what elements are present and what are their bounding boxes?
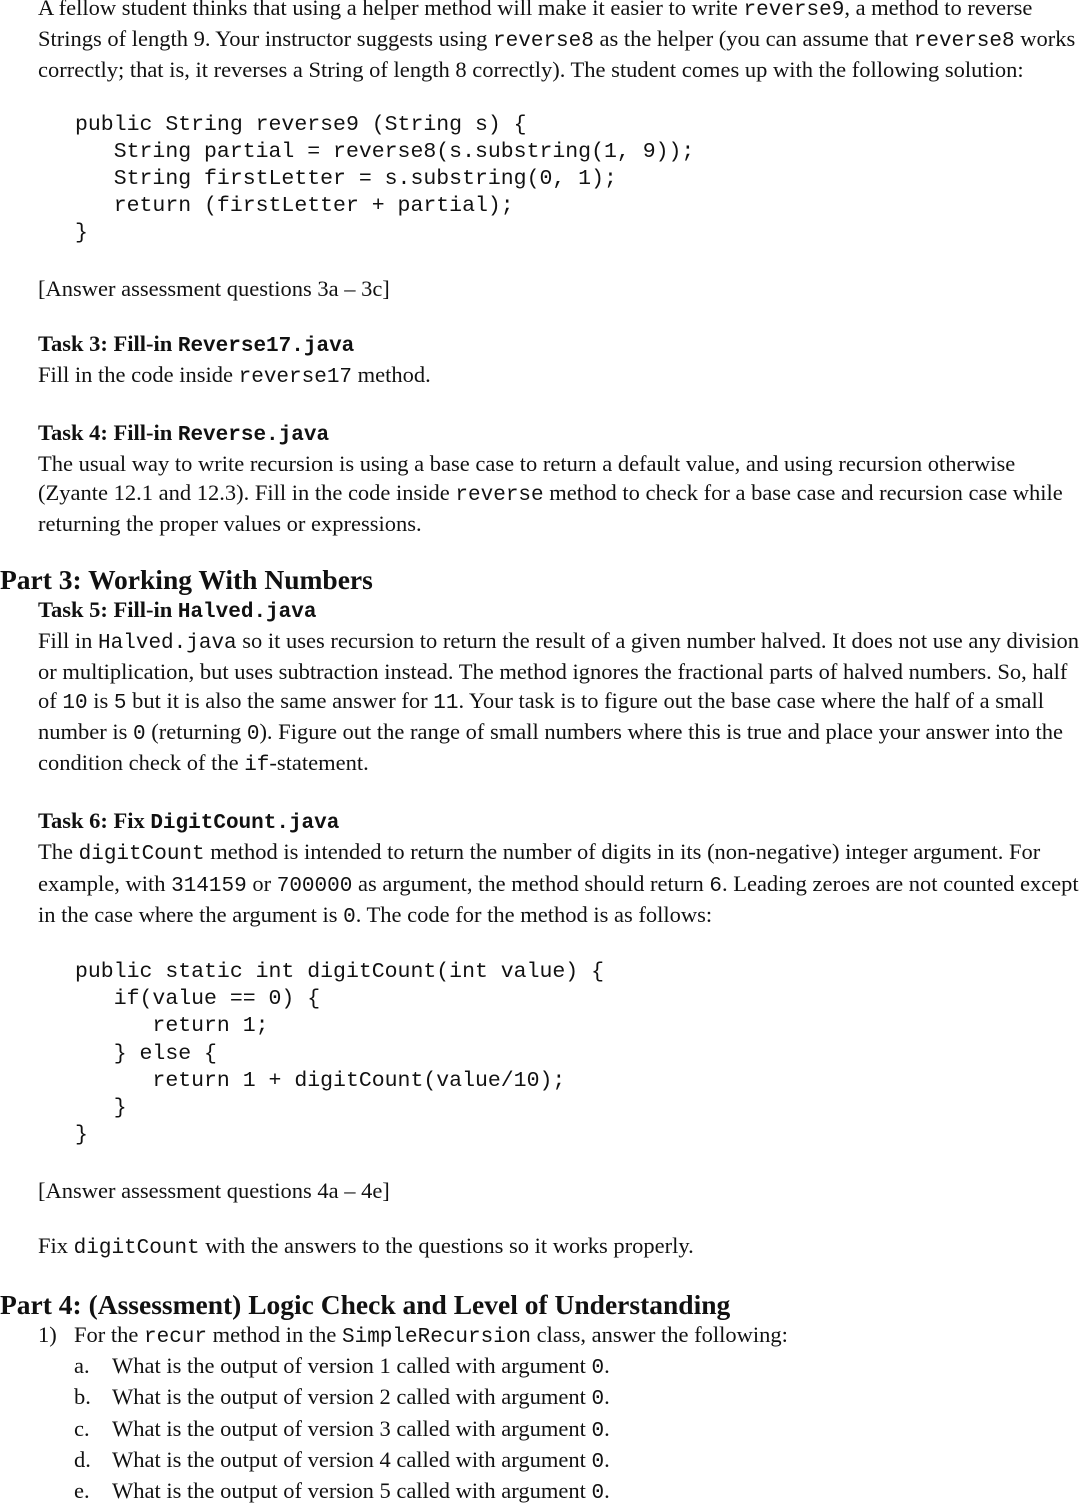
body-text: What is the output of version 5 called with argument xyxy=(112,1477,592,1503)
spacer xyxy=(0,932,1080,959)
body-text: What is the output of version 2 called with argument xyxy=(112,1384,592,1410)
sub-question-label: c. xyxy=(74,1415,90,1441)
task6-body xyxy=(0,838,1080,932)
body-text: with the answers to the questions so it works properly. xyxy=(199,1232,694,1258)
code-line: } xyxy=(75,221,88,246)
inline-code: 0 xyxy=(591,1481,605,1505)
body-text: . xyxy=(604,1384,610,1410)
sub-question-label: a. xyxy=(74,1353,90,1379)
inline-code: 700000 xyxy=(276,874,353,898)
part3-heading: Part 3: Working With Numbers xyxy=(0,564,373,596)
body-text: . Your task is to figure out the base case where the half of a small number is xyxy=(38,687,1044,744)
task-title-text: Task 3: Fill-in xyxy=(38,330,178,356)
body-text: . xyxy=(604,1353,610,1379)
inline-code: 10 xyxy=(62,691,88,715)
body-text: The usual way to write recursion is using a base case to return a default value, and using recursion otherwise (Zyante 12.1 and 12.3). Fill in the code inside xyxy=(38,451,1016,505)
sub-question xyxy=(0,1477,1080,1508)
code-line: } else { xyxy=(75,1041,217,1066)
body-text: What is the output of version 3 called with argument xyxy=(112,1415,592,1441)
task3-body xyxy=(0,361,1080,392)
body-text: method to check for a base case and recursion case while returning the proper values or expressions. xyxy=(38,479,1063,536)
task3-heading xyxy=(0,330,1080,361)
question-number: 1) xyxy=(38,1321,57,1347)
inline-code: 6 xyxy=(709,874,722,898)
body-text: method. xyxy=(352,362,431,388)
inline-code: digitCount xyxy=(73,1236,200,1260)
sub-question xyxy=(0,1383,1080,1414)
inline-code: reverse17 xyxy=(238,366,353,390)
code-line: public static int digitCount(int value) { xyxy=(75,960,604,985)
body-text: For the xyxy=(74,1321,144,1347)
spacer xyxy=(0,392,1080,419)
code-line: String partial = reverse8(s.substring(1, 9)); xyxy=(75,139,695,164)
task5-body xyxy=(0,627,1080,780)
inline-code: recur xyxy=(144,1325,208,1349)
code-line: return 1 + digitCount(value/10); xyxy=(75,1068,566,1093)
task-file-name: Halved.java xyxy=(177,601,317,625)
inline-code: 0 xyxy=(133,722,146,746)
code-line: public String reverse9 (String s) { xyxy=(75,112,527,137)
inline-code: 0 xyxy=(591,1450,605,1474)
body-text: class, answer the following: xyxy=(531,1321,788,1347)
inline-code: reverse8 xyxy=(913,30,1015,54)
inline-code: 0 xyxy=(246,722,260,746)
body-text: as argument, the method should return xyxy=(352,870,710,896)
intro-paragraph xyxy=(0,0,1080,85)
code-line: String firstLetter = s.substring(0, 1); xyxy=(75,167,617,192)
body-text: What is the output of version 4 called with argument xyxy=(112,1446,592,1472)
body-text: . The code for the method is as follows: xyxy=(355,901,713,927)
question-1-stem xyxy=(0,1321,1080,1352)
inline-code: reverse xyxy=(455,483,544,507)
task-title-text: Task 6: Fix xyxy=(38,808,151,834)
body-text: . xyxy=(604,1415,610,1441)
spacer xyxy=(0,538,1080,564)
task5-heading xyxy=(0,596,1080,627)
body-text: . xyxy=(604,1477,610,1503)
intro-text: , a method to reverse Strings of length 9. Your instructor suggests using xyxy=(38,0,1033,52)
spacer xyxy=(0,85,1080,112)
sub-question-list xyxy=(0,1352,1080,1508)
code-block-reverse9 xyxy=(0,112,1080,248)
body-text: (returning xyxy=(145,718,247,744)
sub-question xyxy=(0,1352,1080,1383)
inline-code: reverse9 xyxy=(743,0,845,22)
body-text: -statement. xyxy=(269,750,369,776)
spacer xyxy=(0,248,1080,275)
inline-code: 5 xyxy=(113,691,127,715)
body-text: or xyxy=(246,870,277,896)
task-file-name: Reverse17.java xyxy=(177,334,355,358)
intro-text: as the helper (you can assume that xyxy=(593,26,914,52)
inline-code: digitCount xyxy=(78,843,205,867)
intro-text: works correctly; that is, it reverses a String of length 8 correctly). The student comes up with the following solution: xyxy=(38,26,1076,83)
body-text: Fill in the code inside xyxy=(38,362,239,388)
inline-code: SimpleRecursion xyxy=(342,1325,532,1349)
body-text: What is the output of version 1 called with argument xyxy=(112,1353,592,1379)
inline-code: if xyxy=(244,754,270,778)
part4-heading: Part 4: (Assessment) Logic Check and Level of Understanding xyxy=(0,1288,731,1320)
sub-question-label: e. xyxy=(74,1477,90,1503)
task-title-text: Task 4: Fill-in xyxy=(38,420,178,446)
inline-code: 0 xyxy=(591,1357,605,1381)
inline-code: 0 xyxy=(591,1419,605,1443)
sub-question xyxy=(0,1446,1080,1477)
task4-heading xyxy=(0,419,1080,450)
body-text: so it uses recursion to return the result of a given number halved. It does not use any division or multiplication, but uses subtraction instead. The method ignores the fractional parts of halved numbers. So, half of xyxy=(38,628,1079,713)
intro-text: A fellow student thinks that using a helper method will make it easier to write xyxy=(38,0,744,20)
inline-code: 11 xyxy=(433,691,459,715)
inline-code: 0 xyxy=(591,1388,605,1412)
assessment-note: [Answer assessment questions 4a – 4e] xyxy=(38,1177,390,1203)
body-text: Fix xyxy=(38,1232,74,1258)
assessment-note: [Answer assessment questions 3a – 3c] xyxy=(38,275,390,301)
task-file-name: Reverse.java xyxy=(177,424,330,448)
inline-code: 314159 xyxy=(171,874,247,898)
inline-code: reverse8 xyxy=(493,30,594,54)
sub-question-label: b. xyxy=(74,1384,91,1410)
code-line: return 1; xyxy=(75,1014,269,1039)
spacer xyxy=(0,1205,1080,1232)
fix-paragraph xyxy=(0,1232,1080,1263)
spacer xyxy=(0,303,1080,330)
task4-body xyxy=(0,450,1080,538)
body-text: ). Figure out the range of small numbers where this is true and place your answer into the condition check of the xyxy=(38,718,1063,776)
inline-code: Halved.java xyxy=(98,632,237,656)
body-text: . xyxy=(604,1446,610,1472)
code-line: if(value == 0) { xyxy=(75,987,321,1012)
spacer xyxy=(0,1263,1080,1289)
body-text: . Leading zeroes are not counted except in the case where the argument is xyxy=(38,870,1079,927)
task6-heading xyxy=(0,807,1080,838)
spacer xyxy=(0,780,1080,807)
code-line: } xyxy=(75,1123,88,1148)
code-line: return (firstLetter + partial); xyxy=(75,194,514,219)
sub-question xyxy=(0,1415,1080,1446)
body-text: method in the xyxy=(207,1321,342,1347)
body-text: The xyxy=(38,839,79,865)
body-text: method is intended to return the number of digits in its (non-negative) integer argument. For example, with xyxy=(38,839,1041,896)
task-file-name: DigitCount.java xyxy=(150,812,340,836)
inline-code: 0 xyxy=(343,905,356,929)
code-block-digitcount xyxy=(0,959,1080,1149)
spacer xyxy=(0,1150,1080,1177)
body-text: is xyxy=(87,687,114,713)
body-text: Fill in xyxy=(38,628,99,654)
task-title-text: Task 5: Fill-in xyxy=(38,597,178,623)
sub-question-label: d. xyxy=(74,1446,91,1472)
body-text: but it is also the same answer for xyxy=(126,687,434,713)
code-line: } xyxy=(75,1096,127,1121)
